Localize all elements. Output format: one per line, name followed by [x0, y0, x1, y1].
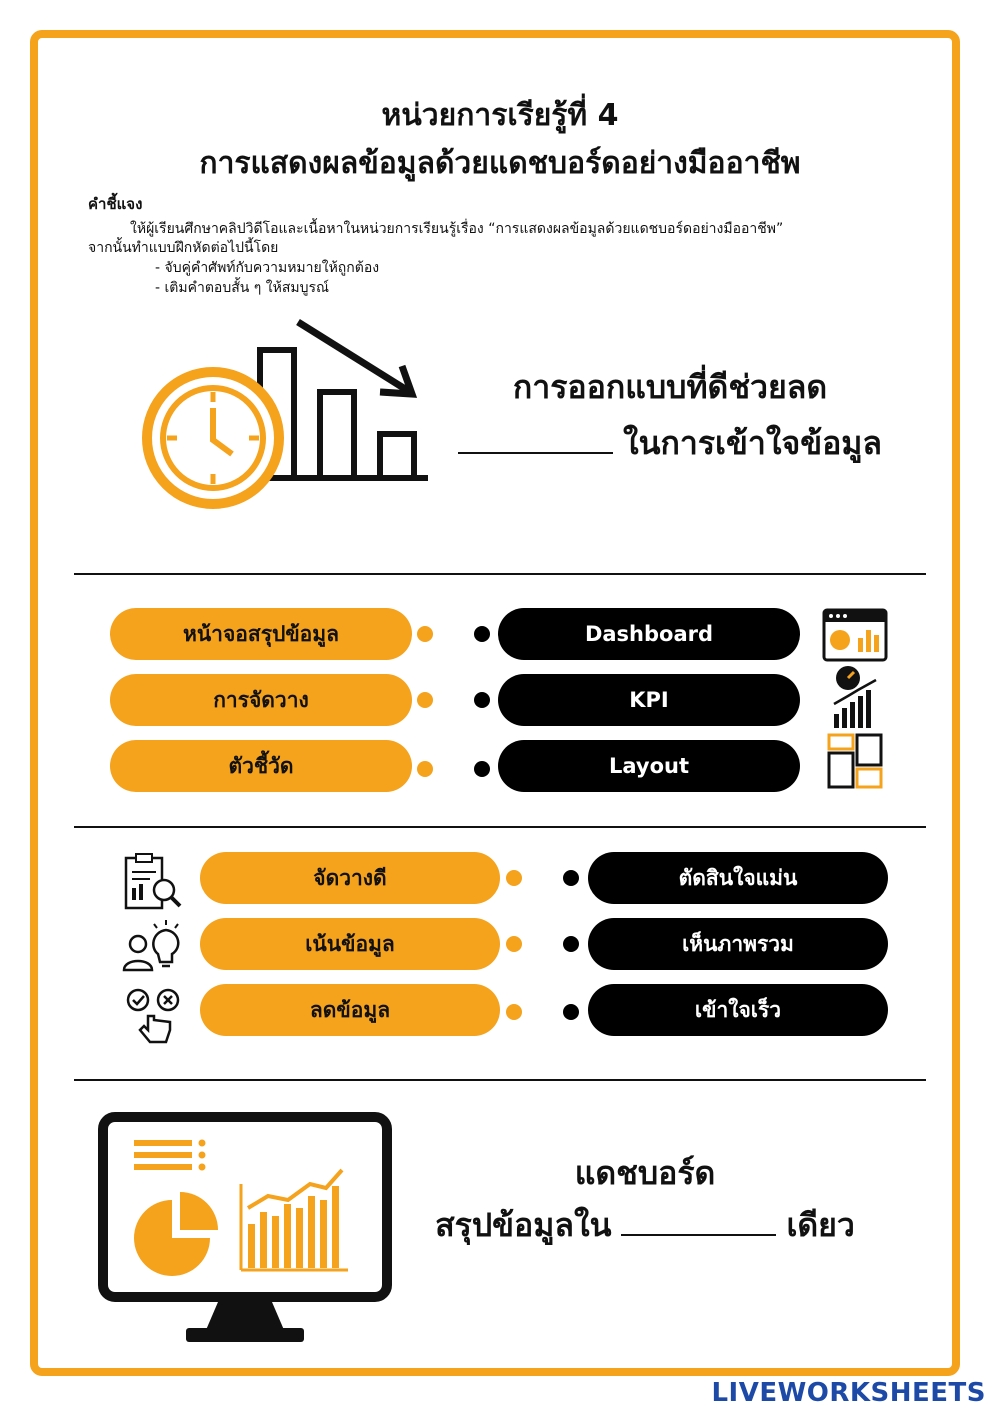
- question1-line1: การออกแบบที่ดีช่วยลด: [512, 368, 828, 406]
- lesson-title: การแสดงผลข้อมูลด้วยแดชบอร์ดอย่างมืออาชีพ: [199, 146, 801, 181]
- match2-meaning-3[interactable]: เข้าใจเร็ว: [588, 984, 888, 1036]
- divider: [74, 1079, 926, 1081]
- match1-right-dot-1[interactable]: [474, 626, 490, 642]
- match1-term-2[interactable]: การจัดวาง: [110, 674, 412, 726]
- match1-term-3[interactable]: ตัวชี้วัด: [110, 740, 412, 792]
- match2-term-3[interactable]: ลดข้อมูล: [200, 984, 500, 1036]
- match1-meaning-3[interactable]: Layout: [498, 740, 800, 792]
- instructions-heading: คำชี้แจง: [88, 195, 143, 213]
- match1-term-1[interactable]: หน้าจอสรุปข้อมูล: [110, 608, 412, 660]
- monitor-dashboard-icon: [98, 1112, 392, 1344]
- person-lightbulb-icon: [122, 918, 184, 974]
- match2-meaning-2[interactable]: เห็นภาพรวม: [588, 918, 888, 970]
- match1-meaning-2[interactable]: KPI: [498, 674, 800, 726]
- question1-blank-input[interactable]: [458, 426, 613, 454]
- match2-left-dot-1[interactable]: [506, 870, 522, 886]
- question1-line2: ในการเข้าใจข้อมูล: [440, 418, 900, 469]
- clock-declining-chart-icon: [140, 310, 440, 510]
- match1-meaning-1[interactable]: Dashboard: [498, 608, 800, 660]
- instructions-line1: ให้ผู้เรียนศึกษาคลิปวิดีโอและเนื้อหาในหน่วยการเรียนรู้เรื่อง “การแสดงผลข้อมูลด้วยแดชบอร์ดอย่างมืออาชีพ”: [130, 221, 784, 237]
- match1-left-dot-2[interactable]: [417, 692, 433, 708]
- clipboard-magnifier-icon: [120, 852, 184, 912]
- match2-meaning-1[interactable]: ตัดสินใจแม่น: [588, 852, 888, 904]
- question2-line1: แดชบอร์ด: [574, 1154, 716, 1192]
- match2-left-dot-3[interactable]: [506, 1004, 522, 1020]
- kpi-gauge-chart-icon: [828, 664, 884, 730]
- match1-left-dot-3[interactable]: [417, 761, 433, 777]
- liveworksheets-logo: LIVEWORKSHEETS: [711, 1378, 986, 1408]
- match2-term-2[interactable]: เน้นข้อมูล: [200, 918, 500, 970]
- match1-right-dot-3[interactable]: [474, 761, 490, 777]
- dashboard-window-icon: [822, 608, 888, 662]
- instructions-line2: จากนั้นทำแบบฝึกหัดต่อไปนี้โดย: [88, 240, 279, 256]
- match2-term-1[interactable]: จัดวางดี: [200, 852, 500, 904]
- question2-line2: สรุปข้อมูลใน เดียว: [435, 1206, 855, 1244]
- instructions-bullet1: - จับคู่คำศัพท์กับความหมายให้ถูกต้อง: [155, 260, 380, 276]
- instructions-bullet2: - เติมคำตอบสั้น ๆ ให้สมบูรณ์: [155, 280, 329, 296]
- question2-blank-input[interactable]: [621, 1208, 776, 1236]
- match1-left-dot-1[interactable]: [417, 626, 433, 642]
- divider: [74, 826, 926, 828]
- unit-title: หน่วยการเรียรู้ที่ 4: [381, 98, 619, 133]
- match2-right-dot-3[interactable]: [563, 1004, 579, 1020]
- divider: [74, 573, 926, 575]
- match2-right-dot-1[interactable]: [563, 870, 579, 886]
- match1-right-dot-2[interactable]: [474, 692, 490, 708]
- check-cross-hand-icon: [124, 986, 184, 1046]
- match2-right-dot-2[interactable]: [563, 936, 579, 952]
- layout-grid-icon: [826, 732, 886, 790]
- match2-left-dot-2[interactable]: [506, 936, 522, 952]
